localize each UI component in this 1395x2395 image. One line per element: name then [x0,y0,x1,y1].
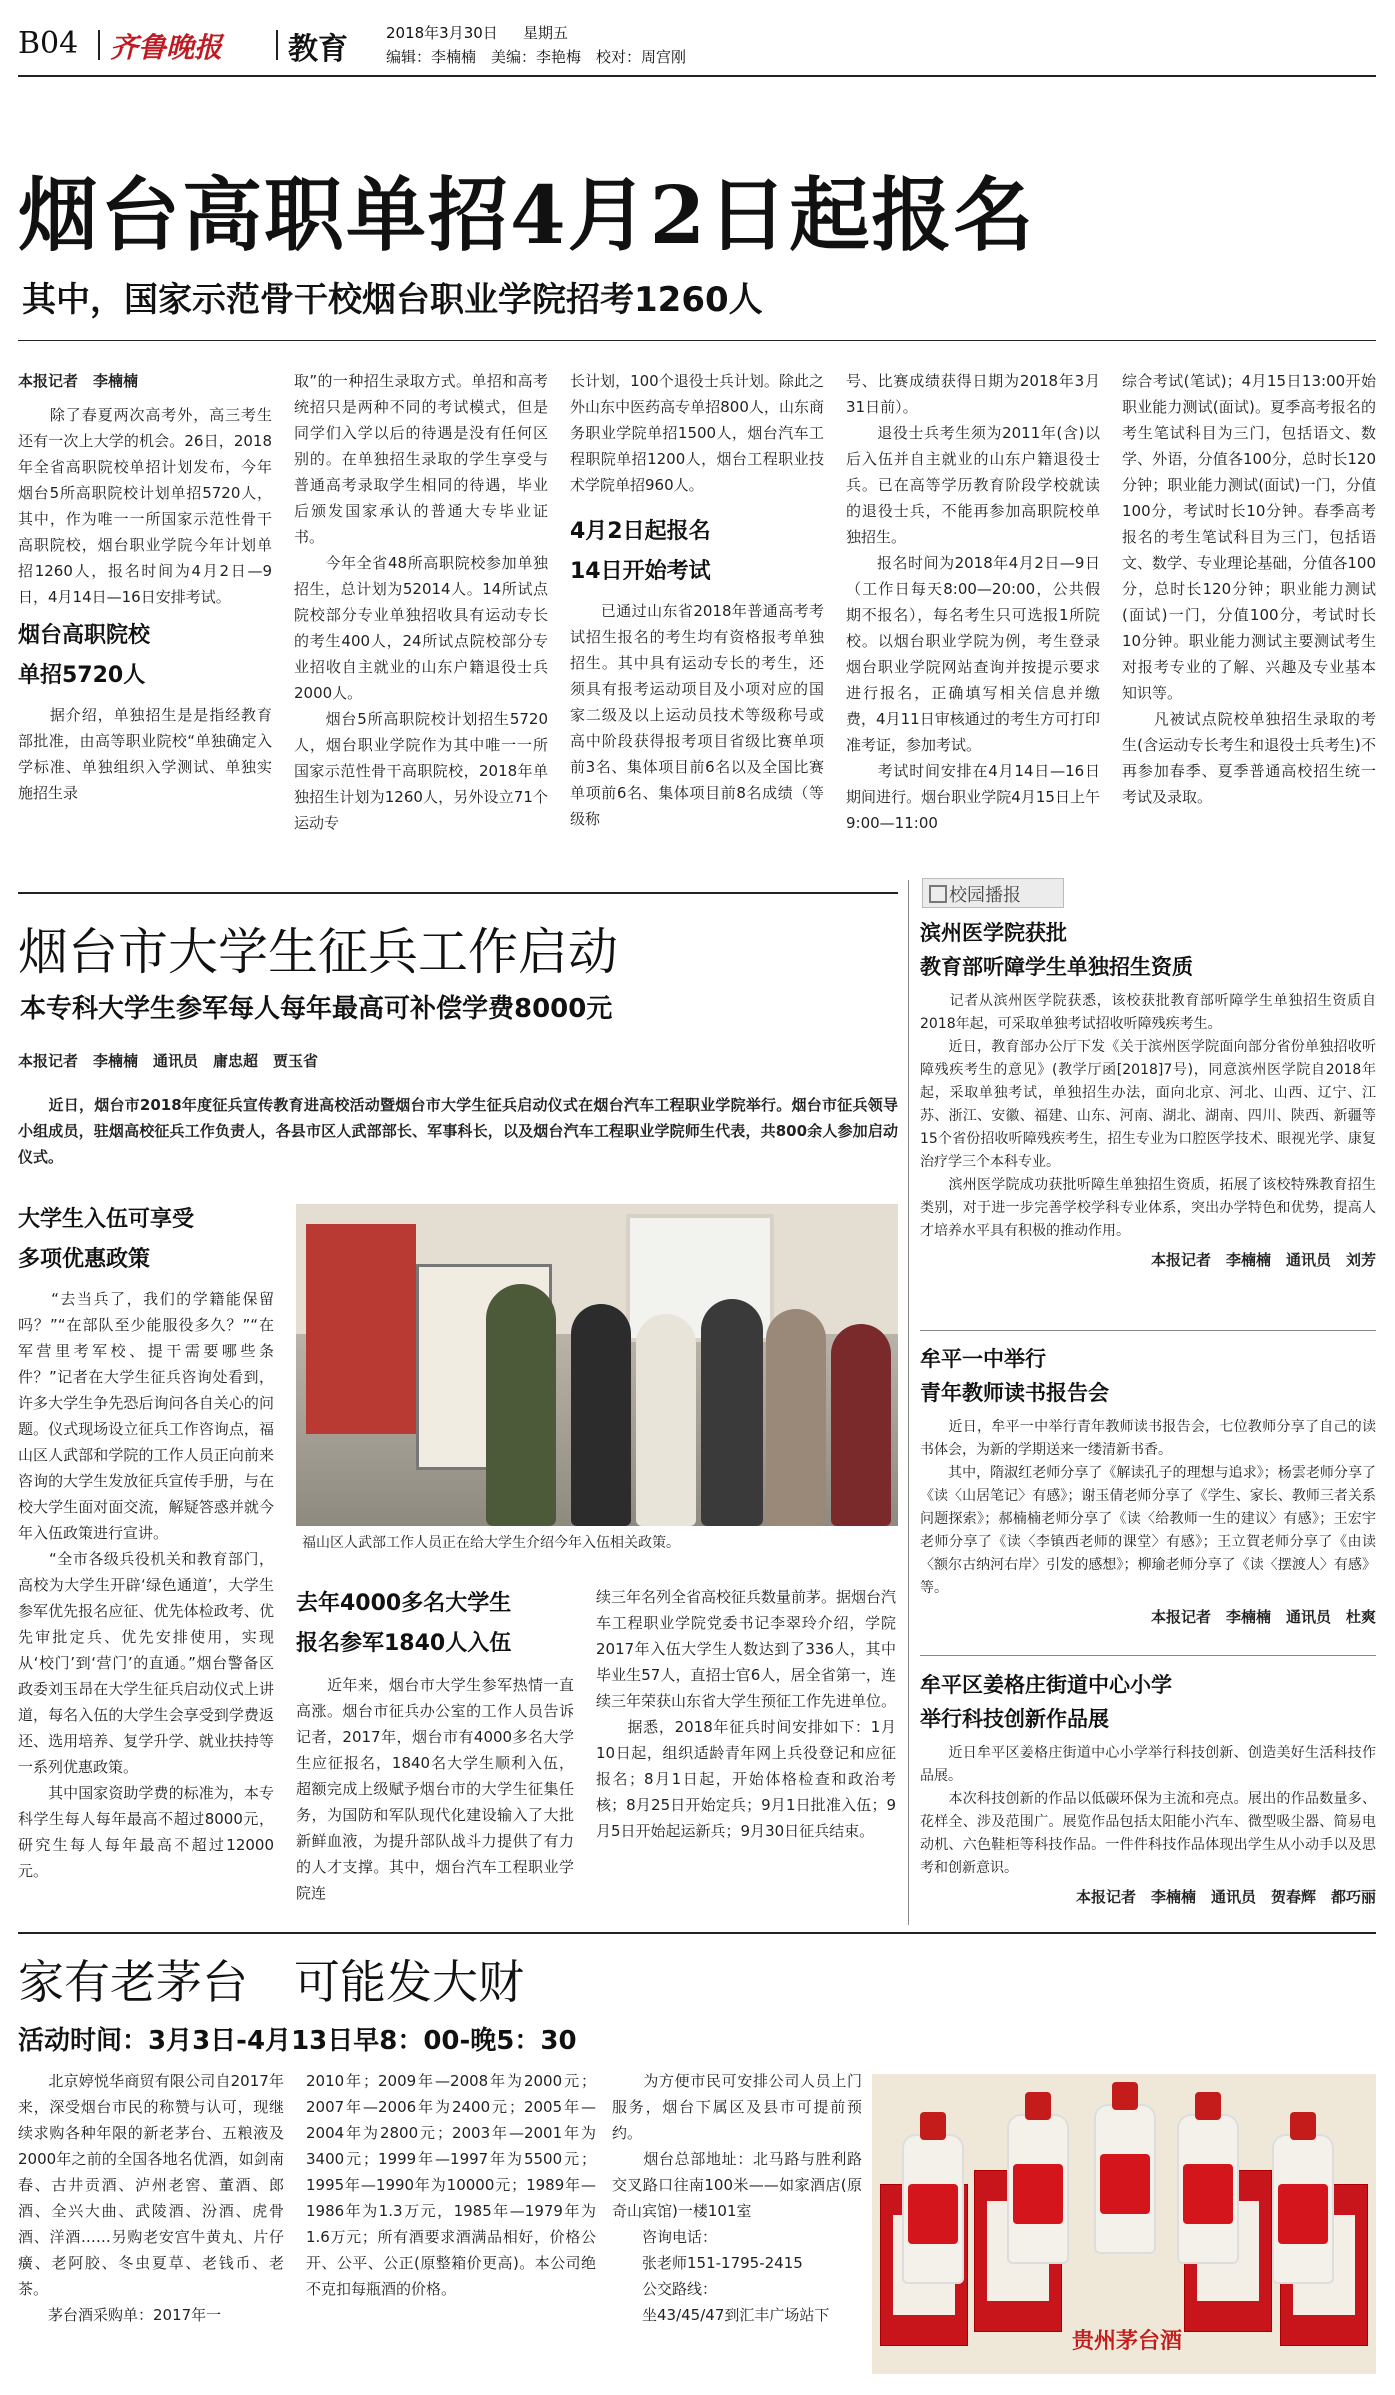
article1-text-3a: 长计划，100个退役士兵计划。除此之外山东中医药高专单招800人，山东商务职业学院单招1500人，烟台汽车工程职院单招1200人，烟台工程职业技术学院单招960人。 [570,372,824,494]
article1-rule [18,340,1376,341]
article1-text-1a: 除了春夏两次高考外，高三考生还有一次上大学的机会。26日，2018年全省高职院校单招计划发布，今年烟台5所高职院校计划单招5720人，其中，作为唯一一所国家示范性骨干高职院校，烟台职业学院今年计划单招1260人，报名时间为4月2日—9日，4月14日—16日安排考试。 [18,406,272,606]
campus-news-2-byline: 本报记者 李楠楠 通讯员 杜爽 [1150,1608,1376,1626]
photo-poster [306,1224,416,1434]
article1-column-1 [18,368,272,878]
campus-tag-box [922,878,1064,908]
article1-column-4: 号、比赛成绩获得日期为2018年3月31日前）。 退役士兵考生须为2011年(含)以后入伍并自主就业的山东户籍退役士兵。已在高等学历教育阶段学校就读的退役士兵，不能再参加高职院校单独招生。 报名时间为2018年4月2日—9日（工作日每天8:00—20:00，公共假期不报名），每名考生只可选报1所院校。以烟台职业学院为例，考生登录烟台职业学院网站查询并按提示要求进行报名，正确填写相关信息并缴费，4月11日审核通过的考生方可打印准考证，参加考试。 考试时间安排在4月14日—16日期间进行。烟台职业学院4月15日上午9:00—11:00 [846,372,1100,832]
article2-text-2: 近年来，烟台市大学生参军热情一直高涨。烟台市征兵办公室的工作人员告诉记者，2017年，烟台市有4000多名大学生应征报名，1840名大学生顺利入伍，超额完成上级赋予烟台市的大学生征集任务，为国防和军队现代化建设输入了大批新鲜血液，为提升部队战斗力提供了有力的人才支撑。其中，烟台汽车工程职业学院连 [296,1676,574,1902]
article2-subtitle: 本专科大学生参军每人每年最高可补偿学费8000元 [20,994,613,1024]
campus-news-3-byline: 本报记者 李楠楠 通讯员 贺春辉 都巧丽 [1075,1888,1376,1906]
ad-column-1: 北京婷悦华商贸有限公司自2017年来，深受烟台市民的称赞与认可，现继续求购各种年限的新老茅台、五粮液及2000年之前的全国各地名优酒，如剑南春、古井贡酒、泸州老窖、董酒、郎酒、全兴大曲、武陵酒、汾酒、虎骨酒、洋酒……另购老安宫牛黄丸、片仔癀、老阿胶、冬虫夏草、老钱币、老茶。 茅台酒采购单：2017年一 [18,2072,284,2324]
article1-subtitle: 其中，国家示范骨干校烟台职业学院招考1260人 [22,280,763,320]
article1-byline: 本报记者 李楠楠 [18,372,139,390]
campus-news-1-title-2: 教育部听障学生单独招生资质 [920,955,1193,979]
header-date: 2018年3月30日 [386,24,498,42]
article1-subhead-1b: 单招5720人 [18,663,146,688]
campus-news-3 [920,1668,1376,1926]
article2-column-2 [296,1584,574,1924]
campus-divider [908,880,909,1925]
article1-subhead-2a: 4月2日起报名 [570,519,711,544]
article2-title: 烟台市大学生征兵工作启动 [18,923,618,981]
moutai-bottle-1 [902,2134,964,2284]
campus-rule-2 [920,1655,1376,1656]
article2-subhead-2a: 去年4000多名大学生 [296,1591,512,1616]
page-number: B04 [18,26,79,61]
soldier-students-photo [296,1204,898,1526]
campus-news-2-title-1: 牟平一中举行 [920,1347,1046,1371]
article1-text-1b: 据介绍，单独招生是是指经教育部批准，由高等职业院校“单独确定入学标准、单独组织入学测试、单独实施招生录 [18,706,272,802]
campus-news-3-title-1: 牟平区姜格庄街道中心小学 [920,1673,1172,1697]
moutai-bottle-2 [1007,2114,1069,2264]
campus-news-2-body: 近日，牟平一中举行青年教师读书报告会，七位教师分享了自己的读书体会，为新的学期送来一缕清新书香。 其中，隋淑红老师分享了《解读孔子的理想与追求》；杨雲老师分享了《读〈山居笔记〉有感》；谢玉倩老师分享了《学生、家长、教师三者关系问题探索》；郝楠楠老师分享了《读〈给教师一生的建议〉有感》；王宏宇老师分享了《读〈李镇西老师的课堂〉有感》；王立賀老师分享了《由读〈额尔古纳河右岸〉引发的感想》；柳瑜老师分享了《读〈摆渡人〉有感》等。 [920,1419,1376,1596]
photo-caption: 福山区人武部工作人员正在给大学生介绍今年入伍相关政策。 [302,1535,680,1551]
photo-student-2 [636,1314,696,1526]
moutai-label-text: 贵州茅台酒 [1072,2328,1183,2354]
article1-column-3 [570,368,824,878]
paper-logo: 齐鲁晚报 [110,31,223,64]
article1-subhead-2b: 14日开始考试 [570,559,711,584]
campus-rule-1 [920,1330,1376,1331]
photo-student-4 [766,1309,826,1526]
campus-tag-icon [929,885,947,903]
article2-column-3: 续三年名列全省高校征兵数量前茅。据烟台汽车工程职业学院党委书记李翠玲介绍，学院2017年入伍大学生人数达到了336人，其中毕业生57人，直招士官6人，居全省第一，连续三年荣获山东省大学生预征工作先进单位。 据悉，2018年征兵时间安排如下：1月10日起，组织适龄青年网上兵役登记和应征报名；8月1日起，开始体格检查和政治考核；8月25日开始定兵；9月1日批准入伍；9月5日开始起运新兵；9月30日征兵结束。 [596,1588,896,1840]
page-header [18,22,1378,72]
campus-news-1-title-1: 滨州医学院获批 [920,921,1067,945]
article1-subhead-1a: 烟台高职院校 [18,623,151,648]
moutai-product-image [872,2074,1376,2374]
moutai-bottle-3 [1094,2104,1156,2254]
ad-column-2: 2010年；2009年—2008年为2000元；2007年—2006年为2400元；2005年—2004年为2800元；2003年—2001年为3400元；1999年—1997年为5500元；1995年—1990年为10000元；1989年—1986年为1.3万元，1985年—1979年为1.6万元；所有酒要求酒满品相好，价格公开、公平、公正(原整箱价更高)。本公司绝不克扣每瓶酒的价格。 [306,2072,596,2298]
moutai-bottle-4 [1177,2114,1239,2264]
campus-news-2-title-2: 青年教师读书报告会 [920,1381,1109,1405]
photo-soldier [486,1284,556,1526]
article2-subhead-1b: 多项优惠政策 [18,1247,151,1272]
article1-column-2: 取”的一种招生录取方式。单招和高考统招只是两种不同的考试模式，但是同学们入学以后的待遇是没有任何区别的。在单独招生录取的学生享受与普通高考录取学生相同的待遇，毕业后颁发国家承认的普通大专毕业证书。 今年全省48所高职院校参加单独招生，总计划为52014人。14所试点院校部分专业单独招收具有运动专长的考生400人，24所试点院校部分专业招收自主就业的山东户籍退役士兵2000人。 烟台5所高职院校计划招生5720人，烟台职业学院作为其中唯一一所国家示范性骨干高职院校，2018年单独招生计划为1260人，另外设立71个运动专 [294,372,548,832]
campus-news-1-byline: 本报记者 李楠楠 通讯员 刘芳 [1150,1251,1376,1269]
campus-news-3-title-2: 举行科技创新作品展 [920,1707,1109,1731]
moutai-bottle-5 [1272,2134,1334,2284]
campus-news-3-body: 近日牟平区姜格庄街道中心小学举行科技创新、创造美好生活科技作品展。 本次科技创新的作品以低碳环保为主流和亮点。展出的作品数量多、花样全、涉及范围广。展览作品包括太阳能小汽车、微型吸尘器、简易电动机、六色鞋柜等科技作品。一件件科技作品体现出学生从小动手以及思考和创新意识。 [920,1745,1376,1876]
header-rule [18,75,1376,77]
article2-subhead-1a: 大学生入伍可享受 [18,1207,195,1232]
section-name: 教育 [288,32,348,67]
header-staff: 编辑：李楠楠 美编：李艳梅 校对：周宫刚 [386,48,687,66]
ad-time: 活动时间：3月3日-4月13日早8：00-晚5：30 [18,2026,577,2056]
article2-top-rule [18,892,898,894]
ad-column-3: 为方便市民可安排公司人员上门服务，烟台下属区及县市可提前预约。 烟台总部地址：北马路与胜利路交叉路口往南100米——如家酒店(原奇山宾馆)一楼101室 咨询电话： 张老师151-1795-2415 公交路线： 坐43/45/47到汇丰广场站下 [612,2072,862,2324]
article2-lead: 近日，烟台市2018年度征兵宣传教育进高校活动暨烟台市大学生征兵启动仪式在烟台汽车工程职业学院举行。烟台市征兵领导小组成员，驻烟高校征兵工作负责人，各县市区人武部部长、军事科长，以及烟台汽车工程职业学院师生代表，共800余人参加启动仪式。 [18,1096,898,1166]
article2-text-1: “去当兵了，我们的学籍能保留吗？”“在部队至少能服役多久？”“在军营里考军校、提干需要哪些条件？”记者在大学生征兵咨询处看到，许多大学生争先恐后询问各自关心的问题。仪式现场设立征兵工作咨询点，福山区人武部和学院的工作人员正向前来咨询的大学生发放征兵宣传手册，与在校大学生面对面交流，解疑答惑并就今年入伍政策进行宣讲。 “全市各级兵役机关和教育部门，高校为大学生开辟‘绿色通道’，大学生参军优先报名应征、优先体检政考、优先审批定兵、优先安排使用，实现从‘校门’到‘营门’的直通。”烟台警备区政委刘玉昂在大学生征兵启动仪式上讲道，每名入伍的大学生会享受到学费返还、选用培养、复学升学、就业扶持等一系列优惠政策。 其中国家资助学费的标准为，本专科学生每人每年最高不超过8000元，研究生每人每年最高不超过12000元。 [18,1290,274,1880]
campus-tag-label: 校园播报 [949,885,1021,906]
campus-news-1 [920,916,1376,1296]
photo-student-5 [831,1324,891,1526]
header-divider-2 [276,30,278,60]
article1-text-3b: 已通过山东省2018年普通高考考试招生报名的考生均有资格报考单独招生。其中具有运动专长的考生，还须具有报考运动项目及小项对应的国家二级及以上运动员技术等级称号或高中阶段获得报考项目省级比赛单项前3名、集体项目前6名以及全国比赛单项前6名、集体项目前8名成绩（等级称 [570,602,824,828]
ad-top-rule [18,1932,1376,1934]
ad-title: 家有老茅台 可能发大财 [18,1955,524,2009]
photo-student-3 [701,1299,763,1526]
photo-student-1 [571,1304,631,1526]
header-weekday: 星期五 [523,24,569,42]
article2-subhead-2b: 报名参军1840人入伍 [296,1631,512,1656]
campus-news-1-body: 记者从滨州医学院获悉，该校获批教育部听障学生单独招生资质自2018年起，可采取单独考试招收听障残疾考生。 近日，教育部办公厅下发《关于滨州医学院面向部分省份单独招收听障残疾考生的意见》(教学厅函[2018]7号)，同意滨州医学院自2018年起，采取单独考试，单独招生办法，面向北京、河北、山西、辽宁、江苏、浙江、安徽、福建、山东、河南、湖北、湖南、四川、陕西、新疆等15个省份招收听障残疾考生，招生专业为口腔医学技术、眼视光学、康复治疗学三个本科专业。 滨州医学院成功获批听障生单独招生资质，拓展了该校特殊教育招生类别，对于进一步完善学校学科专业体系，突出办学特色和优势，提高人才培养水平具有积极的推动作用。 [920,993,1376,1239]
campus-news-2 [920,1342,1376,1642]
article2-column-1 [18,1200,274,1920]
article1-title: 烟台高职单招4月2日起报名 [18,168,1036,262]
article2-byline: 本报记者 李楠楠 通讯员 庸忠超 贾玉省 [18,1052,319,1070]
header-divider [98,30,100,60]
article1-column-5: 综合考试(笔试)；4月15日13:00开始职业能力测试(面试)。夏季高考报名的考生笔试科目为三门，包括语文、数学、外语，分值各100分，总时长120分钟；职业能力测试(面试)一门，分值100分，考试时长10分钟。春季高考报名的考生笔试科目为三门，包括语文、数学、专业理论基础，分值各100分，总时长120分钟；职业能力测试(面试)一门，分值100分，考试时长10分钟。职业能力测试主要测试考生对报考专业的了解、兴趣及专业基本知识等。 凡被试点院校单独招生录取的考生(含运动专长考生和退役士兵考生)不再参加春季、夏季普通高校招生统一考试及录取。 [1122,372,1376,806]
